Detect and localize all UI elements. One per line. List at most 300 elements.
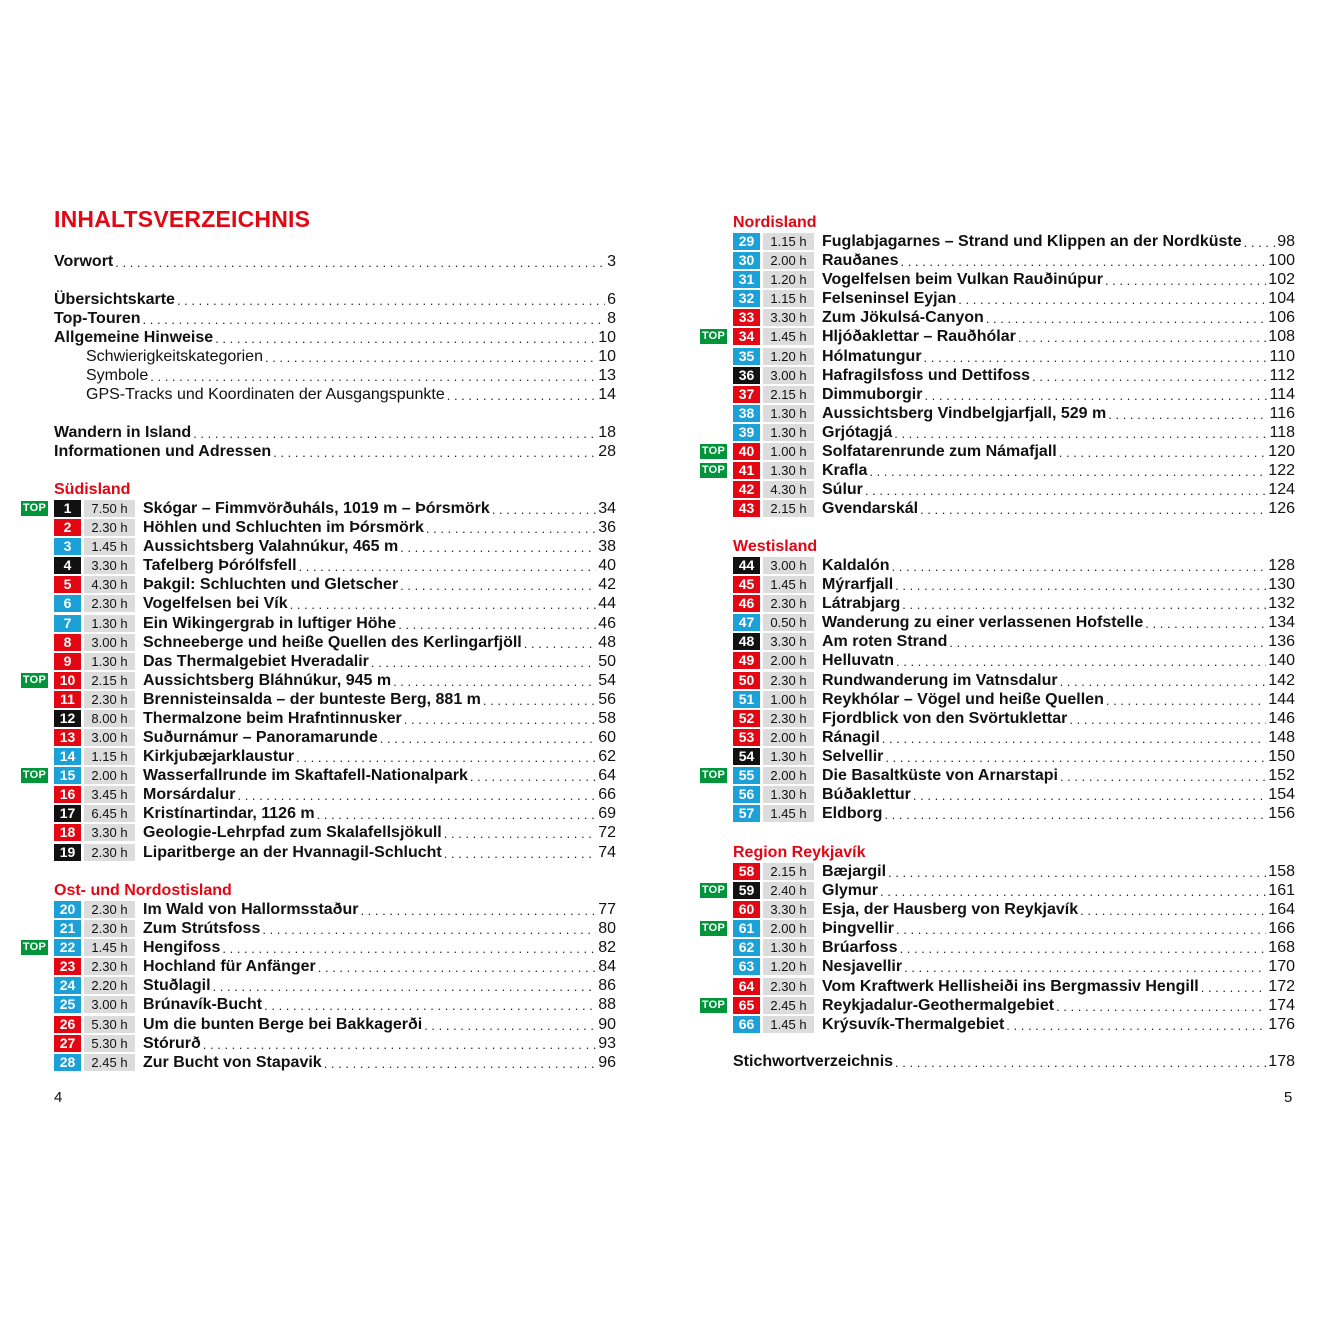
tour-entry[interactable] [54,804,616,823]
top-badge: TOP [22,941,47,953]
entry-label: Top-Touren [54,310,141,327]
tour-name: Dimmuborgir [822,386,923,403]
tour-entry[interactable] [701,327,1295,346]
tour-entry[interactable] [733,977,1295,996]
toc-entry[interactable] [86,366,616,385]
tour-number-badge: 19 [54,844,81,861]
entry-page: 28 [598,443,616,460]
tour-page: 176 [1268,1016,1295,1033]
tour-entry[interactable] [733,690,1295,709]
tour-entry[interactable] [733,651,1295,670]
tour-entry[interactable] [22,499,616,518]
duration-badge: 2.30 h [763,595,814,612]
tour-number-badge: 35 [733,348,760,365]
dot-leader [371,653,596,672]
tour-entry[interactable] [701,442,1295,461]
toc-entry[interactable] [733,1052,1295,1071]
dot-leader [444,844,596,863]
tour-entry[interactable] [54,556,616,575]
tour-entry[interactable] [733,480,1295,499]
tour-page: 48 [598,634,616,651]
toc-entry[interactable] [86,347,616,366]
tour-number-badge: 34 [733,328,760,345]
tour-entry[interactable] [733,632,1295,651]
tour-page: 102 [1268,271,1295,288]
tour-entry[interactable] [701,996,1295,1015]
dot-leader [404,710,596,729]
tour-number-badge: 49 [733,652,760,669]
dot-leader [444,824,596,843]
tour-number-badge: 13 [54,729,81,746]
tour-page: 50 [598,653,616,670]
tour-page: 58 [598,710,616,727]
duration-badge: 1.30 h [763,462,814,479]
entry-page: 10 [598,348,616,365]
tour-entry[interactable] [54,785,616,804]
tour-number-badge: 63 [733,958,760,975]
entry-label: Stichwortverzeichnis [733,1053,894,1070]
tour-number-badge: 37 [733,386,760,403]
tour-page: 170 [1268,958,1295,975]
tour-entry[interactable] [54,1015,616,1034]
tour-name: Fuglabjagarnes – Strand und Klippen an der Nordküste [822,233,1242,250]
tour-page: 154 [1268,786,1295,803]
tour-number-badge: 20 [54,901,81,918]
tour-page: 108 [1268,328,1295,345]
tour-name: Mýrarfjall [822,576,894,593]
entry-page: 10 [598,329,616,346]
tour-number-badge: 66 [733,1016,760,1033]
duration-badge: 1.30 h [763,748,814,765]
tour-entry[interactable] [54,976,616,995]
tour-name: Um die bunten Berge bei Bakkagerði [143,1016,423,1033]
dot-leader [492,500,596,519]
tour-entry[interactable] [733,556,1295,575]
tour-page: 66 [598,786,616,803]
tour-page: 60 [598,729,616,746]
dot-leader [900,252,1266,271]
dot-leader [324,1054,597,1073]
top-badge: TOP [701,922,726,934]
dot-leader [1201,978,1267,997]
tour-page: 46 [598,615,616,632]
tour-entry[interactable] [54,957,616,976]
tour-entry[interactable] [733,938,1295,957]
tour-page: 126 [1268,500,1295,517]
duration-badge: 2.00 h [84,767,135,784]
tour-number-badge: 7 [54,615,81,632]
tour-entry[interactable] [54,594,616,613]
tour-name: Zum Strútsfoss [143,920,261,937]
tour-number-badge: 10 [54,672,81,689]
tour-entry[interactable] [54,823,616,842]
duration-badge: 3.00 h [84,996,135,1013]
dot-leader [895,1053,1266,1072]
tour-number-badge: 36 [733,367,760,384]
dot-leader [900,939,1267,958]
tour-entry[interactable] [733,423,1295,442]
dot-leader [1108,405,1267,424]
tour-number-badge: 47 [733,614,760,631]
tour-number-badge: 43 [733,500,760,517]
tour-entry[interactable] [733,308,1295,327]
tour-page: 168 [1268,939,1295,956]
tour-entry[interactable] [54,690,616,709]
dot-leader [1080,901,1266,920]
dot-leader [1069,710,1266,729]
dot-leader [986,309,1266,328]
dot-leader [150,367,596,386]
tour-name: Rauðanes [822,252,899,269]
tour-entry[interactable] [733,385,1295,404]
tour-entry[interactable] [733,862,1295,881]
tour-page: 146 [1268,710,1295,727]
duration-badge: 3.00 h [763,367,814,384]
tour-page: 150 [1268,748,1295,765]
duration-badge: 2.00 h [763,252,814,269]
tour-entry[interactable] [733,1015,1295,1034]
tour-entry[interactable] [733,728,1295,747]
tour-name: Brennisteinsalda – der bunteste Berg, 881 m [143,691,481,708]
tour-number-badge: 48 [733,633,760,650]
entry-label: Allgemeine Hinweise [54,329,214,346]
tour-page: 174 [1268,997,1295,1014]
duration-badge: 2.40 h [763,882,814,899]
tour-entry[interactable] [54,728,616,747]
tour-page: 44 [598,595,616,612]
tour-name: Aussichtsberg Bláhnúkur, 945 m [143,672,392,689]
tour-page: 80 [598,920,616,937]
tour-entry[interactable] [733,347,1295,366]
duration-badge: 4.30 h [763,481,814,498]
tour-number-badge: 4 [54,557,81,574]
entry-label: Informationen und Adressen [54,443,272,460]
tour-entry[interactable] [733,404,1295,423]
tour-entry[interactable] [54,843,616,862]
dot-leader [892,557,1267,576]
duration-badge: 1.45 h [763,576,814,593]
tour-page: 148 [1268,729,1295,746]
tour-name: Eldborg [822,805,883,822]
page-number-right: 5 [1284,1089,1293,1106]
dot-leader [884,805,1266,824]
region-heading: Nordisland [733,214,817,231]
entry-page: 18 [598,424,616,441]
dot-leader [882,729,1267,748]
dot-leader [902,595,1266,614]
tour-entry[interactable] [733,804,1295,823]
tour-number-badge: 32 [733,290,760,307]
tour-page: 110 [1269,348,1295,365]
duration-badge: 2.45 h [84,1054,135,1071]
tour-name: Vogelfelsen bei Vík [143,595,288,612]
tour-page: 69 [598,805,616,822]
tour-entry[interactable] [733,270,1295,289]
tour-entry[interactable] [733,785,1295,804]
tour-name: Krafla [822,462,868,479]
tour-entry[interactable] [733,499,1295,518]
top-badge: TOP [22,674,47,686]
tour-entry[interactable] [54,537,616,556]
dot-leader [865,481,1266,500]
tour-entry[interactable] [733,366,1295,385]
tour-name: Þingvellir [822,920,895,937]
tour-name: Reykhólar – Vögel und heiße Quellen [822,691,1104,708]
tour-entry[interactable] [701,461,1295,480]
tour-name: Brúnavík-Bucht [143,996,263,1013]
dot-leader [920,500,1266,519]
tour-page: 124 [1268,481,1295,498]
tour-entry[interactable] [733,709,1295,728]
tour-number-badge: 6 [54,595,81,612]
tour-name: Vogelfelsen beim Vulkan Rauðinúpur [822,271,1103,288]
duration-badge: 2.30 h [763,978,814,995]
duration-badge: 3.30 h [763,633,814,650]
dot-leader [524,634,596,653]
toc-entry[interactable] [54,442,616,461]
top-badge: TOP [22,502,47,514]
dot-leader [1105,271,1266,290]
tour-number-badge: 2 [54,519,81,536]
top-badge: TOP [701,884,726,896]
tour-entry[interactable] [733,232,1295,251]
dot-leader [296,748,596,767]
duration-badge: 2.30 h [84,901,135,918]
dot-leader [483,691,596,710]
tour-number-badge: 46 [733,595,760,612]
toc-entry[interactable] [54,290,616,309]
dot-leader [393,672,596,691]
tour-page: 172 [1268,978,1295,995]
tour-page: 86 [598,977,616,994]
tour-name: Gvendarskál [822,500,919,517]
tour-entry[interactable] [733,747,1295,766]
tour-entry[interactable] [54,709,616,728]
tour-entry[interactable] [54,575,616,594]
tour-name: Morsárdalur [143,786,236,803]
dot-leader [262,920,596,939]
dot-leader [290,595,597,614]
tour-name: Kirkjubæjarklaustur [143,748,295,765]
tour-name: Tafelberg Þórólfsfell [143,557,297,574]
dot-leader [299,557,597,576]
tour-number-badge: 60 [733,901,760,918]
entry-page: 13 [598,367,616,384]
tour-name: Rundwanderung im Vatnsdalur [822,672,1058,689]
tour-page: 40 [598,557,616,574]
toc-entry[interactable] [54,309,616,328]
tour-entry[interactable] [22,938,616,957]
tour-page: 161 [1268,882,1295,899]
tour-page: 36 [598,519,616,536]
tour-name: Hljóðaklettar – Rauðhólar [822,328,1016,345]
tour-name: Die Basaltküste von Arnarstapi [822,767,1058,784]
tour-entry[interactable] [733,594,1295,613]
tour-number-badge: 51 [733,691,760,708]
tour-page: 134 [1268,614,1295,631]
tour-name: Fjordblick von den Svörtuklettar [822,710,1068,727]
tour-name: Im Wald von Hallormsstaður [143,901,359,918]
tour-entry[interactable] [733,957,1295,976]
tour-number-badge: 65 [733,997,760,1014]
dot-leader [447,386,596,405]
tour-name: Suðurnámur – Panoramarunde [143,729,378,746]
dot-leader [904,958,1266,977]
tour-name: Solfatarenrunde zum Námafjall [822,443,1057,460]
tour-number-badge: 26 [54,1016,81,1033]
tour-number-badge: 24 [54,977,81,994]
duration-badge: 5.30 h [84,1035,135,1052]
tour-number-badge: 62 [733,939,760,956]
duration-badge: 2.00 h [763,729,814,746]
tour-page: 62 [598,748,616,765]
duration-badge: 1.45 h [763,328,814,345]
tour-number-badge: 61 [733,920,760,937]
dot-leader [400,538,596,557]
duration-badge: 1.15 h [763,290,814,307]
duration-badge: 7.50 h [84,500,135,517]
toc-entry[interactable] [54,423,616,442]
duration-badge: 1.20 h [763,958,814,975]
tour-entry[interactable] [54,995,616,1014]
tour-entry[interactable] [54,633,616,652]
toc-entry[interactable] [54,328,616,347]
tour-name: Grjótagjá [822,424,893,441]
tour-entry[interactable] [54,1034,616,1053]
tour-entry[interactable] [54,652,616,671]
tour-number-badge: 3 [54,538,81,555]
toc-entry[interactable] [86,385,616,404]
tour-page: 82 [598,939,616,956]
toc-entry[interactable] [54,252,616,271]
tour-entry[interactable] [733,671,1295,690]
tour-page: 34 [598,500,616,517]
duration-badge: 8.00 h [84,710,135,727]
duration-badge: 2.30 h [84,958,135,975]
dot-leader [894,424,1267,443]
region-heading: Westisland [733,538,818,555]
tour-number-badge: 28 [54,1054,81,1071]
duration-badge: 1.15 h [763,233,814,250]
tour-page: 93 [598,1035,616,1052]
dot-leader [1060,672,1267,691]
tour-entry[interactable] [733,575,1295,594]
dot-leader [1059,443,1267,462]
tour-name: Ránagil [822,729,880,746]
tour-name: Brúarfoss [822,939,898,956]
tour-page: 164 [1268,901,1295,918]
duration-badge: 0.50 h [763,614,814,631]
dot-leader [213,977,597,996]
duration-badge: 2.45 h [763,997,814,1014]
tour-entry[interactable] [22,766,616,785]
entry-page: 3 [607,253,616,270]
tour-page: 122 [1268,462,1295,479]
duration-badge: 1.30 h [84,653,135,670]
dot-leader [143,310,606,329]
entry-page: 8 [607,310,616,327]
dot-leader [1060,767,1266,786]
dot-leader [1106,691,1266,710]
tour-number-badge: 44 [733,557,760,574]
tour-entry[interactable] [54,518,616,537]
tour-page: 54 [598,672,616,689]
top-badge: TOP [701,464,726,476]
tour-name: Höhlen und Schluchten im Þórsmörk [143,519,424,536]
tour-name: Wasserfallrunde im Skaftafell-Nationalpark [143,767,468,784]
tour-entry[interactable] [701,766,1295,785]
duration-badge: 2.30 h [84,519,135,536]
tour-entry[interactable] [54,900,616,919]
tour-entry[interactable] [22,671,616,690]
tour-page: 74 [598,844,616,861]
duration-badge: 3.00 h [763,557,814,574]
tour-entry[interactable] [701,919,1295,938]
dot-leader [203,1035,596,1054]
dot-leader [193,424,596,443]
entry-label: Übersichtskarte [54,291,175,308]
tour-entry[interactable] [733,613,1295,632]
tour-page: 140 [1268,652,1295,669]
tour-number-badge: 54 [733,748,760,765]
tour-name: Wanderung zu einer verlassenen Hofstelle [822,614,1144,631]
dot-leader [913,786,1266,805]
dot-leader [424,1016,596,1035]
tour-name: Felseninsel Eyjan [822,290,957,307]
tour-entry[interactable] [54,747,616,766]
tour-entry[interactable] [54,614,616,633]
tour-number-badge: 40 [733,443,760,460]
tour-entry[interactable] [733,251,1295,270]
tour-number-badge: 25 [54,996,81,1013]
tour-entry[interactable] [733,900,1295,919]
tour-number-badge: 15 [54,767,81,784]
tour-page: 98 [1277,233,1295,250]
dot-leader [426,519,596,538]
tour-entry[interactable] [701,881,1295,900]
duration-badge: 4.30 h [84,576,135,593]
tour-number-badge: 5 [54,576,81,593]
tour-name: Stuðlagil [143,977,211,994]
dot-leader [1032,367,1267,386]
dot-leader [317,805,597,824]
region-heading: Ost- und Nordostisland [54,882,232,899]
tour-page: 136 [1268,633,1295,650]
tour-entry[interactable] [733,289,1295,308]
tour-number-badge: 56 [733,786,760,803]
tour-name: Látrabjarg [822,595,901,612]
top-badge: TOP [701,999,726,1011]
tour-number-badge: 22 [54,939,81,956]
tour-name: Selvellir [822,748,884,765]
region-heading: Südisland [54,481,131,498]
tour-page: 77 [598,901,616,918]
duration-badge: 1.30 h [763,786,814,803]
top-badge: TOP [22,769,47,781]
tour-page: 142 [1268,672,1295,689]
tour-number-badge: 52 [733,710,760,727]
tour-number-badge: 14 [54,748,81,765]
duration-badge: 3.30 h [763,309,814,326]
tour-page: 112 [1269,367,1295,384]
duration-badge: 2.30 h [84,920,135,937]
duration-badge: 5.30 h [84,1016,135,1033]
duration-badge: 2.15 h [763,863,814,880]
tour-number-badge: 41 [733,462,760,479]
tour-entry[interactable] [54,919,616,938]
dot-leader [885,748,1266,767]
tour-entry[interactable] [54,1053,616,1072]
